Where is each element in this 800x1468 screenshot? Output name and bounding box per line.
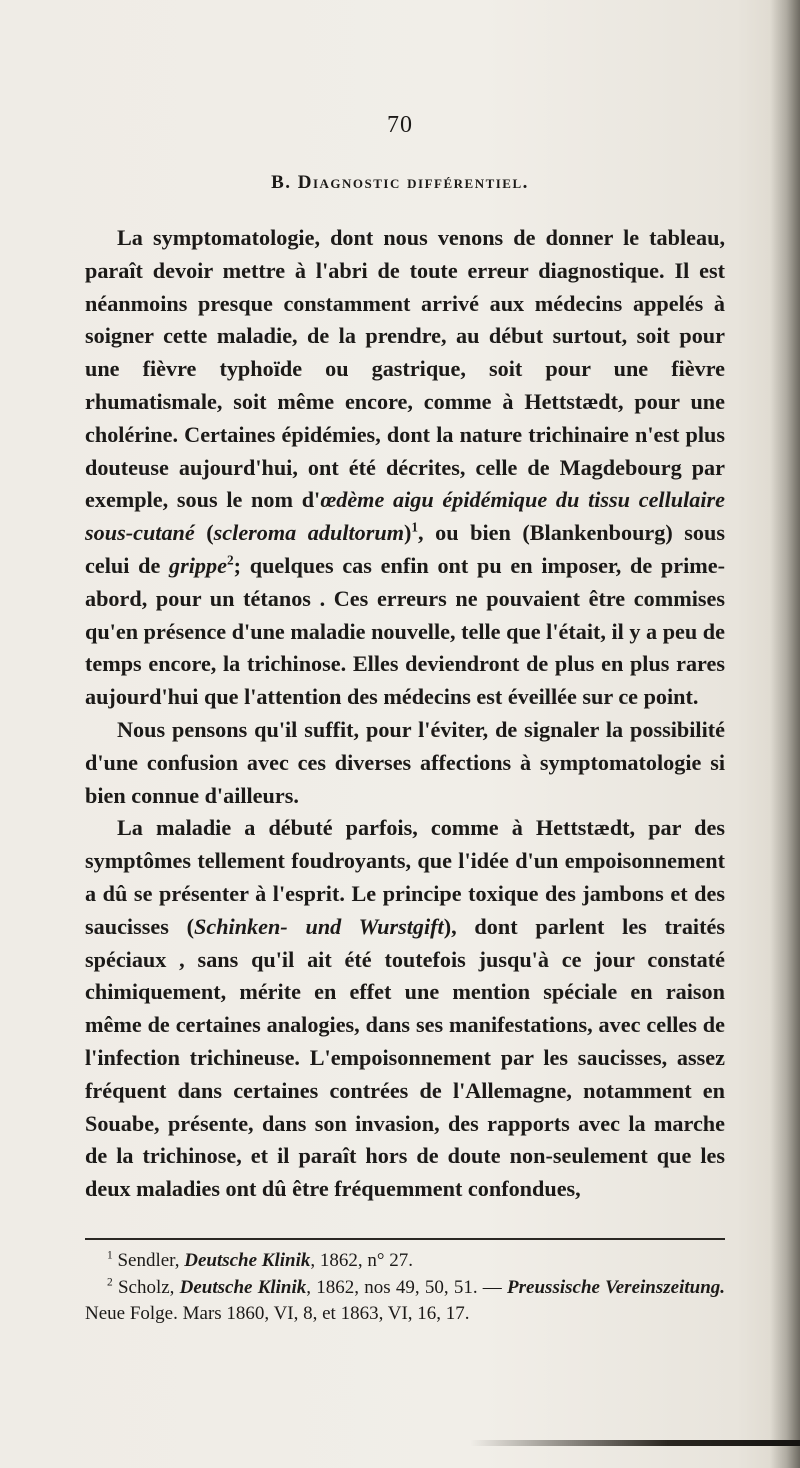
page-bottom-edge xyxy=(470,1440,800,1446)
footnote-2: $^2$ Scholz, Deutsche Klinik, 1862, nos 49, 50, 51. — Preussische Vereinszeitung. Neue Folge. Mars 1860, VI, 8, et 1863, VI, 16, 17. xyxy=(85,1276,726,1324)
paragraph-1: La symptomatologie, dont nous venons de donner le tableau, paraît devoir mettre à l'abri de toute erreur diagnostique. Il est néanmoins presque constamment arrivé aux médecins appelés à soigner cette maladie, de la prendre, au début surtout, soit pour une fièvre typhoïde ou gastrique, soit pour une fièvre rhumatismale, soit même encore, comme à Hettstædt, pour une cholérine. Certaines épidémies, dont la nature trichinaire n'est plus douteuse aujourd'hui, ont été décrites, celle de Magdebourg par exemple, sous le nom d'œdème aigu épidémique du tissu cellulaire sous-cutané (scleroma adultorum)$^1$, ou bien (Blankenbourg) sous celui de grippe$^2$; quelques cas enfin ont pu en imposer, de prime-abord, pour un tétanos . Ces erreurs ne pouvaient être commises qu'en présence d'une maladie nouvelle, telle que l'était, il y a peu de temps encore, la trichinose. Elles deviendront de plus en plus rares aujourd'hui que l'attention des médecins est éveillée sur ce point. xyxy=(85,225,726,710)
page-edge-shadow xyxy=(770,0,800,1468)
body-text xyxy=(85,222,725,1206)
paragraph-3: La maladie a débuté parfois, comme à Hettstædt, par des symptômes tellement foudroyants, que l'idée d'un empoisonnement a dû se présenter à l'esprit. Le principe toxique des jambons et des saucisses (Schinken- und Wurstgift), dont parlent les traités spéciaux , sans qu'il ait été toutefois jusqu'à ce jour constaté chimiquement, mérite en effet une mention spéciale en raison même de certaines analogies, dans ses manifestations, avec celles de l'infection trichineuse. L'empoisonnement par les saucisses, assez fréquent dans certaines contrées de l'Allemagne, notamment en Souabe, présente, dans son invasion, des rapports avec la marche de la trichinose, et il paraît hors de doute non-seulement que les deux maladies ont dû être fréquemment confondues, xyxy=(85,815,725,1202)
footnote-1: $^1$ Sendler, Deutsche Klinik, 1862, n° 27. xyxy=(107,1249,413,1271)
footnote-ref-1: 1 xyxy=(411,519,419,535)
footnotes xyxy=(85,1248,725,1328)
footnote-ref-2: 2 xyxy=(226,552,234,568)
paragraph-2: Nous pensons qu'il suffit, pour l'éviter, de signaler la possibilité d'une confusion avec ces diverses affections à symptomatologie si bien connue d'ailleurs. xyxy=(85,716,725,808)
section-title: B. Diagnostic différentiel. xyxy=(271,172,529,193)
page-number: 70 xyxy=(387,112,413,138)
footnote-divider xyxy=(85,1238,725,1240)
